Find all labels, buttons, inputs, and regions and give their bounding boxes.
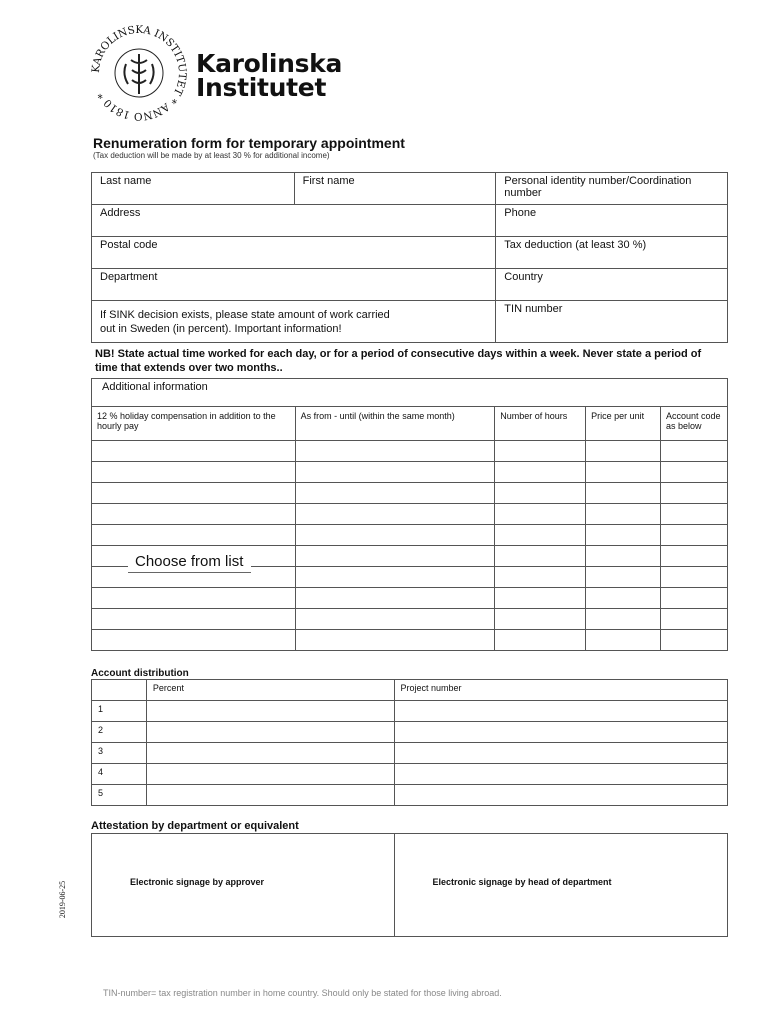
time-row[interactable] <box>92 630 728 651</box>
time-cell[interactable] <box>295 441 495 462</box>
side-date: 2019-06-25 <box>58 880 68 919</box>
time-row[interactable] <box>92 462 728 483</box>
percent-cell[interactable] <box>146 743 394 764</box>
account-row-number: 2 <box>92 722 147 743</box>
percent-cell[interactable] <box>146 785 394 806</box>
account-row-number: 4 <box>92 764 147 785</box>
time-cell[interactable] <box>495 525 586 546</box>
time-cell[interactable] <box>586 441 661 462</box>
country-field[interactable]: Country <box>496 269 728 301</box>
account-row <box>92 743 728 764</box>
address-field[interactable]: Address <box>92 205 496 237</box>
time-cell[interactable] <box>661 630 728 651</box>
time-cell[interactable] <box>495 441 586 462</box>
form-title: Renumeration form for temporary appointment <box>93 135 405 151</box>
time-cell[interactable] <box>661 588 728 609</box>
footer-note: TIN-number= tax registration number in home country. Should only be stated for those living abroad. <box>103 988 502 998</box>
from-until-header: As from - until (within the same month) <box>295 407 495 441</box>
time-cell[interactable] <box>661 609 728 630</box>
time-cell[interactable] <box>586 588 661 609</box>
time-row[interactable] <box>92 588 728 609</box>
brand-name <box>196 49 343 102</box>
percent-cell[interactable] <box>146 764 394 785</box>
time-cell[interactable] <box>495 588 586 609</box>
hours-header: Number of hours <box>495 407 586 441</box>
time-cell[interactable] <box>661 483 728 504</box>
personal-info-table <box>91 172 728 343</box>
tax-deduction-field[interactable]: Tax deduction (at least 30 %) <box>496 237 728 269</box>
time-cell[interactable] <box>586 504 661 525</box>
account-row <box>92 785 728 806</box>
percent-header: Percent <box>146 680 394 701</box>
project-cell[interactable] <box>394 764 727 785</box>
account-row-number: 3 <box>92 743 147 764</box>
time-cell[interactable] <box>495 462 586 483</box>
time-cell[interactable] <box>295 525 495 546</box>
time-cell[interactable] <box>586 462 661 483</box>
account-header-blank <box>92 680 147 701</box>
time-cell[interactable] <box>295 483 495 504</box>
time-cell[interactable] <box>295 567 495 588</box>
time-cell[interactable] <box>92 630 296 651</box>
project-cell[interactable] <box>394 743 727 764</box>
time-cell[interactable] <box>495 546 586 567</box>
last-name-field[interactable]: Last name <box>92 173 295 205</box>
project-cell[interactable] <box>394 701 727 722</box>
account-distribution-title: Account distribution <box>91 668 189 679</box>
holiday-compensation-header: 12 % holiday compensation in addition to the hourly pay <box>92 407 296 441</box>
time-cell[interactable] <box>92 483 296 504</box>
time-row[interactable] <box>92 483 728 504</box>
account-row <box>92 701 728 722</box>
form-subtitle: (Tax deduction will be made by at least 30 % for additional income) <box>93 151 330 160</box>
time-row[interactable] <box>92 504 728 525</box>
time-cell[interactable] <box>295 630 495 651</box>
attestation-title: Attestation by department or equivalent <box>91 820 299 832</box>
time-cell[interactable] <box>495 609 586 630</box>
time-cell[interactable] <box>661 462 728 483</box>
phone-field[interactable]: Phone <box>496 205 728 237</box>
percent-cell[interactable] <box>146 701 394 722</box>
time-row[interactable] <box>92 525 728 546</box>
time-cell[interactable] <box>661 546 728 567</box>
account-row-number: 5 <box>92 785 147 806</box>
time-cell[interactable] <box>661 525 728 546</box>
postal-code-field[interactable]: Postal code <box>92 237 496 269</box>
karolinska-seal <box>86 20 192 126</box>
pin-field[interactable]: Personal identity number/Coordination number <box>496 173 728 205</box>
time-cell[interactable] <box>586 630 661 651</box>
time-cell[interactable] <box>295 609 495 630</box>
time-cell[interactable] <box>92 609 296 630</box>
time-cell[interactable] <box>92 588 296 609</box>
time-cell[interactable] <box>92 462 296 483</box>
brand-line-1: Karolinska <box>196 49 343 78</box>
time-cell[interactable] <box>661 567 728 588</box>
account-row <box>92 764 728 785</box>
time-cell[interactable] <box>661 441 728 462</box>
time-cell[interactable] <box>295 546 495 567</box>
project-cell[interactable] <box>394 722 727 743</box>
account-row-number: 1 <box>92 701 147 722</box>
seal-text: KAROLINSKA INSTITUTET * ANNO 1810 * <box>89 23 189 123</box>
time-cell[interactable] <box>586 483 661 504</box>
time-row[interactable] <box>92 441 728 462</box>
additional-info-field[interactable]: Additional information <box>92 379 728 407</box>
percent-cell[interactable] <box>146 722 394 743</box>
time-cell[interactable] <box>495 567 586 588</box>
nb-notice: NB! State actual time worked for each day, or for a period of consecutive days within a week. Never state a period of time that extends over two months.. <box>95 348 702 374</box>
time-cell[interactable] <box>661 504 728 525</box>
time-cell[interactable] <box>295 462 495 483</box>
time-cell[interactable] <box>495 483 586 504</box>
account-distribution-table <box>91 679 728 806</box>
choose-from-list-dropdown[interactable]: Choose from list <box>128 553 251 573</box>
time-cell[interactable] <box>92 525 296 546</box>
brand-line-2: Institutet <box>196 73 327 102</box>
sink-field[interactable]: If SINK decision exists, please state amount of work carried out in Sweden (in percent). Important information! <box>92 301 496 343</box>
attestation-table <box>91 833 728 937</box>
time-cell[interactable] <box>495 504 586 525</box>
account-code-header: Account code as below <box>661 407 728 441</box>
time-cell[interactable] <box>586 609 661 630</box>
project-cell[interactable] <box>394 785 727 806</box>
time-cell[interactable] <box>295 504 495 525</box>
time-cell[interactable] <box>495 630 586 651</box>
time-cell[interactable] <box>586 567 661 588</box>
head-of-department-signature-field[interactable]: Electronic signage by head of department <box>394 834 727 937</box>
time-cell[interactable] <box>92 441 296 462</box>
account-row <box>92 722 728 743</box>
project-number-header: Project number <box>394 680 727 701</box>
time-cell[interactable] <box>586 546 661 567</box>
price-header: Price per unit <box>586 407 661 441</box>
time-cell[interactable] <box>586 525 661 546</box>
time-table <box>91 378 728 651</box>
approver-signature-field[interactable]: Electronic signage by approver <box>92 834 395 937</box>
department-field[interactable]: Department <box>92 269 496 301</box>
time-cell[interactable] <box>92 504 296 525</box>
time-row[interactable] <box>92 609 728 630</box>
first-name-field[interactable]: First name <box>294 173 496 205</box>
time-cell[interactable] <box>295 588 495 609</box>
tin-field[interactable]: TIN number <box>496 301 728 343</box>
